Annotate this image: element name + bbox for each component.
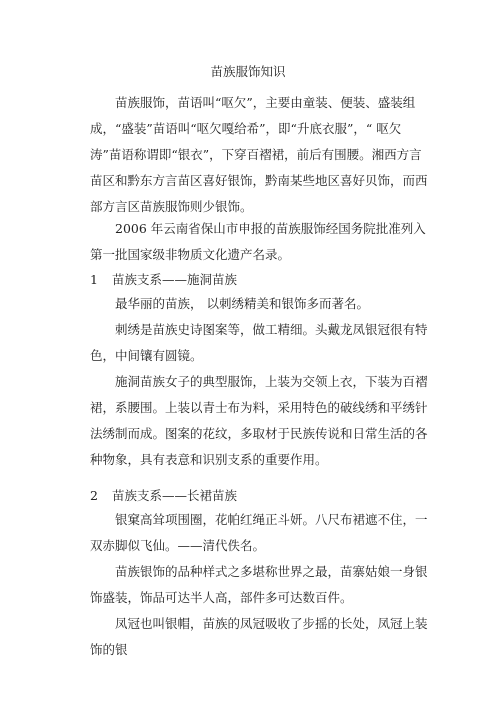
paragraph-s1-3: 施洞苗族女子的典型服饰，上装为交领上衣，下装为百褶裙，系腰围。上装以青士布为料，采用特色的破线绣和平绣针法绣制而成。图案的花纹，多取材于民族传说和日常生活的各种物象，具有表意和识别支系的重要作用。 [90,374,428,467]
paragraph-s2-3: 凤冠也叫银帽，苗族的凤冠吸收了步摇的长处，凤冠上装饰的银 [90,616,428,657]
paragraph-intro: 苗族服饰，苗语叫“呕欠”，主要由童装、便装、盛装组成，“盛装”苗语叫“呕欠嘎给希”，即“升底衣服”，“ 呕欠涛”苗语称谓即“银衣”，下穿百褶裙，前后有围腰。湘西方言苗区和黔东方言苗区喜好银饰，黔南某些地区喜好贝饰，而西部方言区苗族服饰则少银饰。 [90,95,428,214]
paragraph-s2-2: 苗族银饰的品种样式之多堪称世界之最，苗寨姑娘一身银饰盛装，饰品可达半人高，部件多可达数百件。 [90,564,428,605]
section-heading-text: 苗族支系——施洞苗族 [112,272,238,287]
paragraph-heritage: 2006 年云南省保山市申报的苗族服饰经国务院批准列入第一批国家级非物质文化遗产名录。 [90,221,426,262]
section-heading-text: 苗族支系——长裙苗族 [112,488,238,503]
paragraph-s1-1: 最华丽的苗族， 以刺绣精美和银饰多而著名。 [115,296,369,311]
section-heading-2 [90,488,428,504]
section-heading-1 [90,272,428,288]
section-number: 1 [90,272,98,287]
document-title: 苗族服饰知识 [210,64,286,79]
paragraph-s2-1: 银窠高耸项围圈，花帕红绳正斗妍。八尺布裙遮不住，一双赤脚似飞仙。——清代佚名。 [90,512,428,553]
section-number: 2 [90,488,98,503]
paragraph-s1-2: 刺绣是苗族史诗图案等，做工精细。头戴龙凤银冠很有特色，中间镶有圆镜。 [90,322,428,363]
